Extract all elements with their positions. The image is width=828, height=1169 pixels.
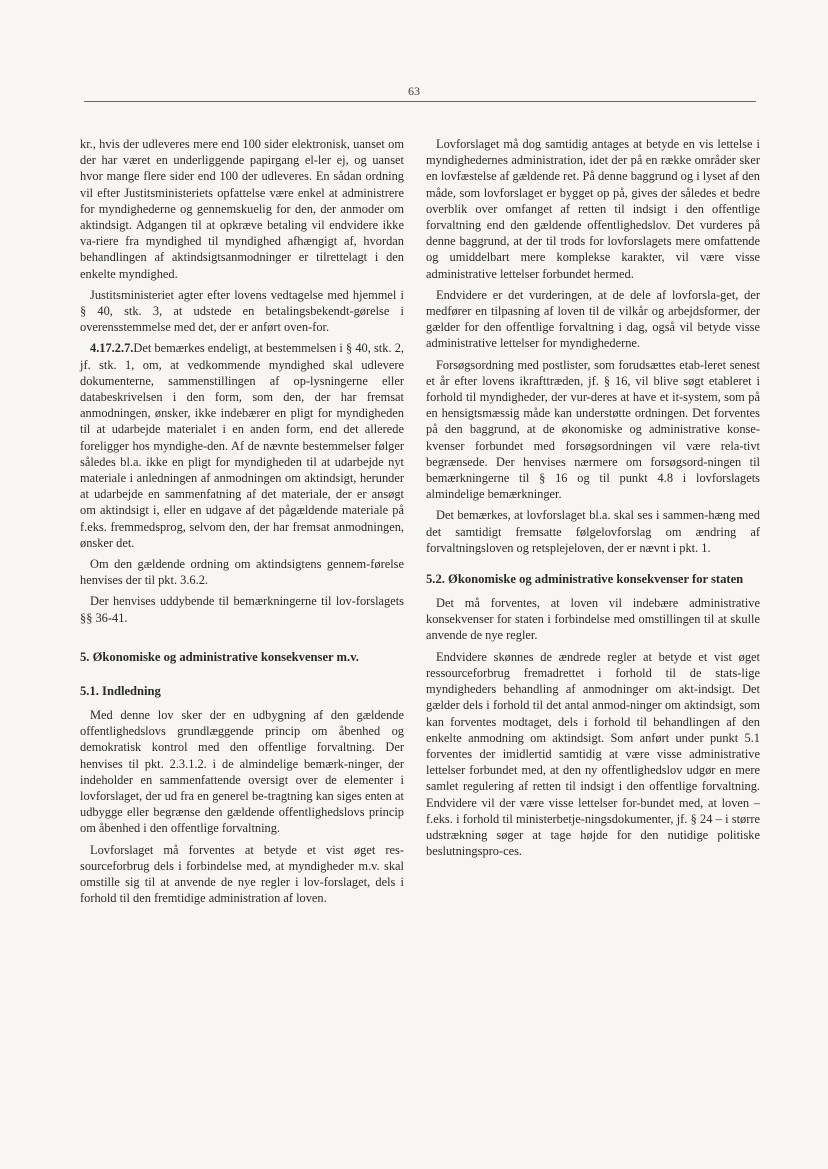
right-column: [426, 136, 760, 864]
paragraph: Det bemærkes, at lovforslaget bl.a. skal ses i sammen-hæng med det samtidigt fremsatte følgelovforslag om ændring af forvaltningsloven og retsplejeloven, der er nævnt i pkt. 1.: [426, 508, 760, 555]
subsection-heading: 5.1. Indledning: [80, 683, 161, 698]
paragraph: Forsøgsordning med postlister, som forudsættes etab-leret senest et år efter lovens ikrafttræden, jf. § 16, vil blive søgt etableret i forhold til myndigheder, der vur-deres at have et it-system, som på en hensigtsmæssig måde kan understøtte ordningen. Det forventes på den baggrund, at de økonomiske og administrative konse-kvenser forbundet med forsøgsordningen vil være rela-tivt begrænsede. Der henvises nærmere om forsøgsord-ningen til bemærkningerne til § 16 og til punkt 4.8 i lovforslagets almindelige bemærkninger.: [426, 357, 760, 502]
section-heading: 5. Økonomiske og administrative konsekvenser m.v.: [80, 649, 359, 664]
paragraph: Der henvises uddybende til bemærkningerne til lov-forslagets §§ 36-41.: [80, 594, 404, 625]
paragraph: kr., hvis der udleveres mere end 100 sider elektronisk, uanset om der har været en underliggende papirgang el-ler ej, og uanset hvor mange flere sider end 100 der udleveres. En sådan ordning vil efter Justitsministeriets opfattelse være enkel at administrere for myndighederne og gennemskuelig for den, der anmoder om aktindsigt. Adgangen til at opkræve betaling vil endvidere ikke va-riere fra myndighed til myndighed afhængigt af, hvordan behandlingen af aktindsigtsanmodninger er tilrettelagt i den enkelte myndighed.: [80, 137, 404, 281]
paragraph: [80, 340, 404, 551]
page-number: 63: [408, 84, 420, 98]
section-number: 4.17.2.7.: [90, 341, 134, 356]
paragraph: Det må forventes, at loven vil indebære administrative konsekvenser for staten i forbindelse med omstillingen til at skulle anvende de nye regler.: [426, 596, 760, 643]
paragraph: Om den gældende ordning om aktindsigtens gennem-førelse henvises der til pkt. 3.6.2.: [80, 557, 404, 588]
paragraph: Med denne lov sker der en udbygning af den gældende offentlighedslovs grundlæggende princip om åbenhed og demokratisk kontrol med den offentlige forvaltning. Der henvises til pkt. 2.3.1.2. i de almindelige bemærk-ninger, der indeholder en sammenfattende oversigt over de elementer i lovforslaget, der ud fra en generel be-tragtning kan siges enten at udbygge eller begrænse den gældende offentlighedslovs princip om åbenhed i den offentlige forvaltning.: [80, 707, 404, 836]
paragraph: Lovforslaget må forventes at betyde et vist øget res-sourceforbrug dels i forbindelse med, at myndigheder m.v. skal omstille sig til at anvende de nye regler i lov-forslaget, dels i forhold til den fremtidige administration af loven.: [80, 842, 404, 906]
paragraph: Endvidere skønnes de ændrede regler at betyde et vist øget ressourceforbrug fremadrettet i forhold til de stats-lige myndigheders behandling af anmodninger om akt-indsigt. Det gælder dels i forhold til det antal anmod-ninger om aktindsigt, som kan forventes modtaget, dels i forhold til behandlingen af den enkelte anmodning om aktindsigt. Som anført under punkt 5.1 forventes der imidlertid samtidig at være visse administrative lettelser forbundet med, at den ny offentlighedslov udgør en mere samlet regulering af retten til indsigt i den offentlige forvaltning. Endvidere vil der være visse lettelser for-bundet med, at loven – f.eks. i forhold til ministerbetje-ningsdokumenter, jf. § 24 – i større udstrækning søger at tage højde for den nutidige politiske beslutningspro-ces.: [426, 649, 760, 859]
paragraph-text: Det bemærkes endeligt, at bestemmelsen i § 40, stk. 2, jf. stk. 1, om, at vedkommende myndighed skal udlevere dokumenterne, sammenstillingen af op-lysningerne eller databeskrivelsen i den form, som den, der har fremsat anmodningen, ønsker, ikke indebærer en pligt for myndigheden til at udarbejde materialet i en anden form, end det allerede foreligger hos myndighe-den. Af de nævnte bestemmelser følger således bl.a. ikke en pligt for myndigheden til at udarbejde nyt materiale i anledningen af anmodningen om aktindsigt, herunder at udarbejde en sammenfatning af det materiale, der er ansøgt om aktindsigt i, eller en udgave af det pågældende materiale på f.eks. fremmedsprog, selvom den, der har fremsat anmodningen, ønsker det.: [80, 341, 404, 550]
paragraph: Endvidere er det vurderingen, at de dele af lovforsla-get, der medfører en tilpasning af loven til de vilkår og arbejdsformer, der gælder for den offentlige forvaltning i dag, også vil betyde visse administrative lettelser for myndighederne.: [426, 287, 760, 351]
left-column: [80, 136, 404, 911]
paragraph: Justitsministeriet agter efter lovens vedtagelse med hjemmel i § 40, stk. 3, at udstede en betalingsbekendt-gørelse i overensstemmelse med det, der er anført oven-for.: [80, 287, 404, 335]
subsection-heading: 5.2. Økonomiske og administrative konsekvenser for staten: [426, 572, 744, 587]
paragraph: Lovforslaget må dog samtidig antages at betyde en vis lettelse i myndighedernes administration, idet der på en række områder sker en lovfæstelse af gældende ret. På denne baggrund og i lyset af den måde, som lovforslaget er bygget op på, gives der således et bedre overblik over omfanget af retten til indsigt i den offentlige forvaltning end den gældende offentlighedslov. Det vurderes på denne baggrund, at der til trods for lovforslagets mere omfattende og umiddelbart mere komplekse karakter, vil være visse administrative lettelser forbundet hermed.: [426, 137, 760, 281]
header-rule: [84, 101, 756, 102]
